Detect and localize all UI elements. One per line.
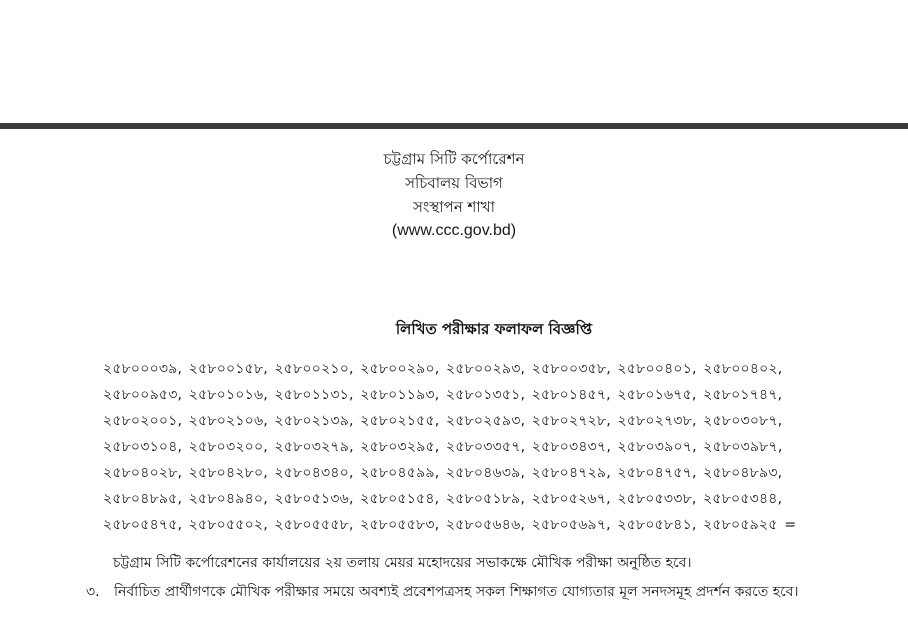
- roll-line-5: ২৫৮০৪০২৮, ২৫৮০৪২৮০, ২৫৮০৪৩৪০, ২৫৮০৪৫৯৯, ২৫৮০৪৬৩৯, ২৫৮০৪৭২৯, ২৫৮০৪৭৫৭, ২৫৮০৪৮৯৩,: [103, 465, 783, 481]
- website-link[interactable]: (www.ccc.gov.bd): [391, 222, 517, 239]
- blank-top-area: [0, 0, 908, 123]
- branch-name: সংস্থাপন শাখা: [413, 198, 495, 216]
- roll-line-3: ২৫৮০২০০১, ২৫৮০২১০৬, ২৫৮০২১৩৯, ২৫৮০২১৫৫, ২৫৮০২৫৯৩, ২৫৮০২৭২৮, ২৫৮০২৭৩৮, ২৫৮০৩০৮৭,: [103, 413, 783, 429]
- roll-line-1: ২৫৮০০০৩৯, ২৫৮০০১৫৮, ২৫৮০০২১০, ২৫৮০০২৯০, ২৫৮০০২৯৩, ২৫৮০০৩৫৮, ২৫৮০০৪০১, ২৫৮০০৪০২,: [103, 361, 783, 377]
- organization-name: চট্টগ্রাম সিটি কর্পোরেশন: [383, 150, 525, 168]
- item-text: নির্বাচিত প্রার্থীগণকে মৌখিক পরীক্ষার সময়ে অবশ্যই প্রবেশপত্রসহ সকল শিক্ষাগত যোগ্যতার মূল সনদসমূহ প্রদর্শন করতে হবে।: [114, 584, 799, 600]
- letterhead: [0, 147, 908, 243]
- horizontal-divider: [0, 123, 908, 129]
- venue-paragraph: চট্টগ্রাম সিটি কর্পোরেশনের কার্যালয়ের ২য় তলায় মেয়র মহোদয়ের সভাকক্ষে মৌখিক পরীক্ষা অনুষ্ঠিত হবে।: [113, 555, 692, 571]
- numbered-item-3: [86, 580, 846, 604]
- department-name: সচিবালয় বিভাগ: [405, 174, 503, 192]
- roll-number-list: [103, 356, 883, 538]
- notice-title: লিখিত পরীক্ষার ফলাফল বিজ্ঞপ্তি: [395, 320, 593, 338]
- item-number: ৩.: [86, 584, 100, 600]
- roll-line-4: ২৫৮০৩১০৪, ২৫৮০৩২০০, ২৫৮০৩২৭৯, ২৫৮০৩২৯৫, ২৫৮০৩৩৫৭, ২৫৮০৩৪৩৭, ২৫৮০৩৯০৭, ২৫৮০৩৯৮৭,: [103, 439, 783, 455]
- roll-line-7: ২৫৮০৫৪৭৫, ২৫৮০৫৫০২, ২৫৮০৫৫৫৮, ২৫৮০৫৫৮৩, ২৫৮০৫৬৪৬, ২৫৮০৫৬৯৭, ২৫৮০৫৮৪১, ২৫৮০৫৯২৫ =: [103, 517, 797, 533]
- roll-line-2: ২৫৮০০৯৫৩, ২৫৮০১০১৬, ২৫৮০১১৩১, ২৫৮০১১৯৩, ২৫৮০১৩৫১, ২৫৮০১৪৫৭, ২৫৮০১৬৭৫, ২৫৮০১৭৪৭,: [103, 387, 783, 403]
- roll-line-6: ২৫৮০৪৮৯৫, ২৫৮০৪৯৪০, ২৫৮০৫১৩৬, ২৫৮০৫১৫৪, ২৫৮০৫১৮৯, ২৫৮০৫২৬৭, ২৫৮০৫৩৩৮, ২৫৮০৫৩৪৪,: [103, 491, 783, 507]
